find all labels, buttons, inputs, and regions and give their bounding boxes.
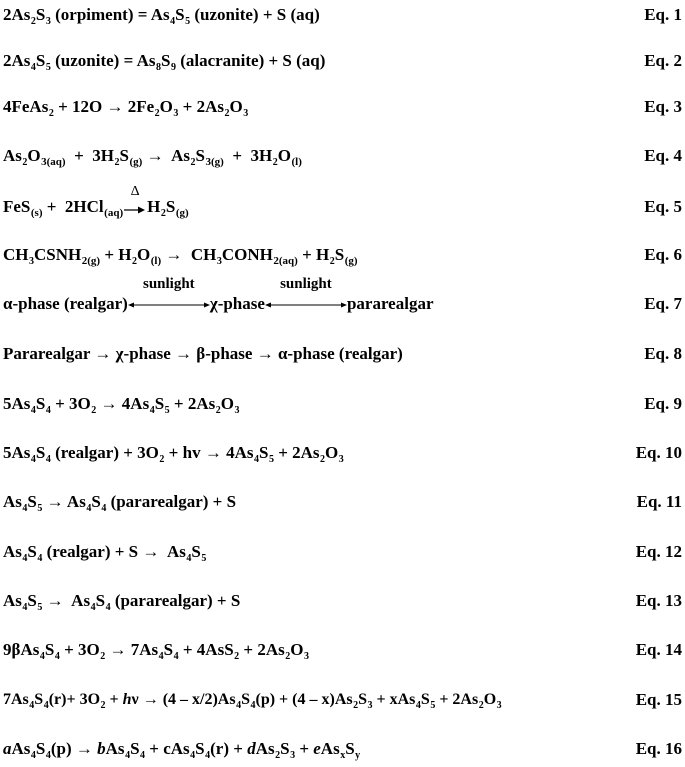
equation: $5As_4S_4$ (realgar) + $3O_2$ + hv → $4As_4S_5 + 2As_2O_3$	[3, 443, 344, 465]
reversible-arrow	[128, 276, 210, 319]
equation-row	[0, 276, 685, 319]
equation-number: Eq. 12	[635, 542, 682, 561]
equation: $5As_4S_4 + 3O_2 \to 4As_4S_5 + 2As_2O_3$	[3, 394, 240, 416]
equation: $As_4S_5 \to As_4S_4$ (pararealgar) + S	[3, 492, 237, 514]
equation: $7As_4S_4(r)+ 3O_2 + h\nu \to (4 - x/2)As_4S_4(p) + (4 - x)As_2S_3 + xAs_4S_5 + 2As_2O_3$	[3, 691, 502, 711]
equation: FeS$_{(s)}$ + 2HCl$_{(aq)}$ Δ $H_2S_{(g)}$	[3, 192, 189, 225]
equation-number: Eq. 4	[644, 146, 682, 165]
equation-number: Eq. 3	[644, 97, 682, 116]
equation-number: Eq. 11	[636, 492, 682, 511]
equation: $aAs_4S_4(p) \to bAs_4S_4 + cAs_4S_4(r) + dAs_2S_3 + eAs_xS_y$	[3, 739, 361, 761]
equation: Pararealgar → χ-phase → β-phase → α-phase (realgar)	[3, 344, 403, 363]
heat-arrow	[123, 184, 147, 225]
reversible-arrow	[265, 276, 347, 319]
equation: 4FeAs$_2$ + $12O \to 2Fe_2O_3 + 2As_2O_3$	[3, 97, 249, 119]
equation: $2As_4S_5$ (uzonite) = $As_8S_9$ (alacranite) + S (aq)	[3, 51, 326, 73]
equation-row	[0, 389, 685, 419]
equation-number: Eq. 13	[635, 591, 682, 610]
equation-number: Eq. 14	[635, 640, 682, 659]
equation-number: Eq. 9	[644, 394, 682, 413]
equation: $2As_2S_3$ (orpiment) = $As_4S_5$ (uzonite) + S (aq)	[3, 5, 320, 27]
equation: $As_4S_4$ (realgar) + $S \to As_4S_5$	[3, 542, 207, 564]
equation-number: Eq. 10	[635, 443, 682, 462]
equation-row	[0, 537, 685, 567]
equation-number: Eq. 6	[644, 245, 682, 264]
equation: $CH_3CSNH_{2(g)} + H_2O_{(l)}$ → $CH_3CONH_{2(aq)} + H_2S_{(g)}$	[3, 245, 358, 267]
arrow-label: sunlight	[280, 276, 332, 292]
equation-row	[0, 339, 685, 369]
equation-row	[0, 487, 685, 517]
equation-number: Eq. 15	[635, 690, 682, 709]
equation-number: Eq. 16	[635, 739, 682, 758]
equation-number: Eq. 2	[644, 51, 682, 70]
arrow-label: sunlight	[142, 276, 195, 292]
equation: $As_2O_{3(aq)} + 3H_2S_{(g)} \to As_2S_{3(g)} + 3H_2O_{(l)}$	[3, 146, 302, 168]
equation-number: Eq. 5	[644, 197, 682, 216]
equation: $9\beta As_4S_4 + 3O_2 \to 7As_4S_4 + 4AsS_2 + 2As_2O_3$	[3, 640, 309, 662]
equation: $As_4S_5 \to As_4S_4$ (pararealgar) + S	[3, 591, 241, 613]
equation-number: Eq. 7	[644, 294, 682, 313]
equation-row	[0, 438, 685, 468]
equation-row	[0, 685, 685, 715]
equation-row	[0, 586, 685, 616]
equation-row	[0, 46, 685, 76]
equation-row	[0, 0, 685, 30]
equation-number: Eq. 1	[644, 5, 682, 24]
equation: α-phase (realgar) sunlight χ-phase sunlight pararealgar	[3, 289, 434, 319]
equation-row	[0, 240, 685, 270]
equation-row	[0, 184, 685, 222]
equation-row	[0, 141, 685, 171]
equation-row	[0, 635, 685, 665]
equation-number: Eq. 8	[644, 344, 682, 363]
equation-row	[0, 734, 685, 764]
equation-row	[0, 92, 685, 122]
delta-symbol: Δ	[130, 184, 140, 199]
